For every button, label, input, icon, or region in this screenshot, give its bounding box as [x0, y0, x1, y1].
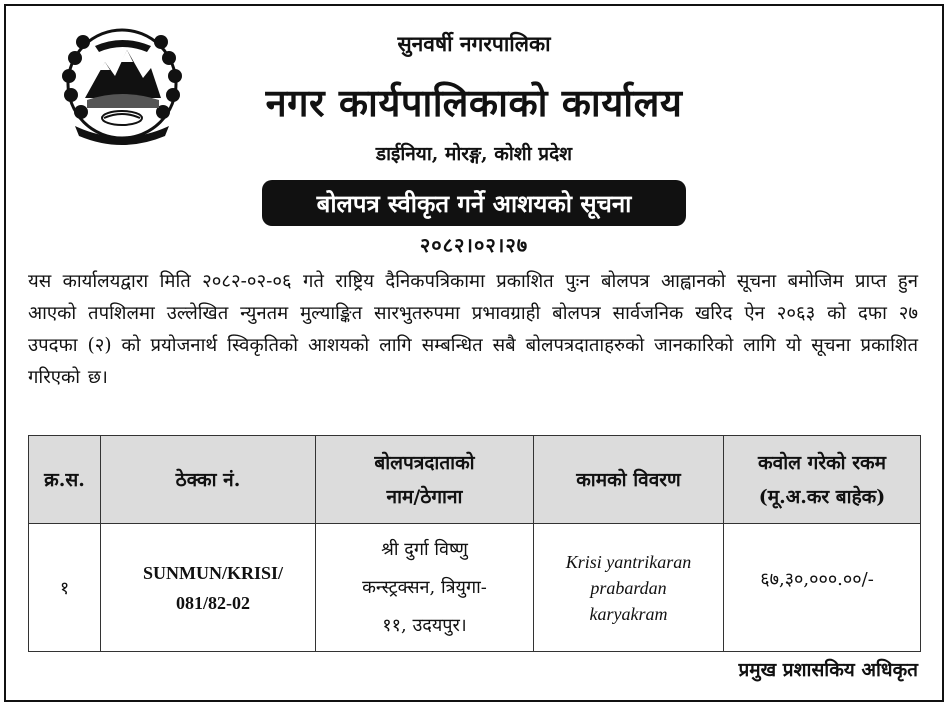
cell-bidder	[316, 524, 534, 652]
header-bidder-line1: बोलपत्रदाताको	[374, 451, 475, 474]
notice-heading: बोलपत्र स्वीकृत गर्ने आशयको सूचना	[316, 188, 632, 218]
header-amount-line1: कवोल गरेको रकम	[758, 451, 886, 474]
header-amount	[724, 436, 921, 524]
cell-work	[534, 524, 724, 652]
cell-bidder-line2: कन्स्ट्रक्सन, त्रियुगा-	[362, 576, 487, 598]
cell-bidder-line1: श्री दुर्गा विष्णु	[381, 538, 468, 560]
header-bidder	[316, 436, 534, 524]
office-name: सुनवर्षी नगरपालिका	[397, 31, 551, 56]
bid-table	[28, 435, 921, 652]
cell-contract-line2: 081/82-02	[176, 592, 250, 613]
table-row	[29, 524, 921, 652]
office-address: डाईनिया, मोरङ्ग, कोशी प्रदेश	[375, 143, 573, 165]
cell-amount: ६७,३०,०००.००/-	[724, 524, 921, 652]
cell-work-line1: Krisi yantrikaran	[565, 551, 692, 572]
table-header-row	[29, 436, 921, 524]
header-work: कामको विवरण	[534, 436, 724, 524]
notice-heading-banner	[262, 180, 686, 226]
cell-contract-line1: SUNMUN/KRISI/	[142, 562, 284, 583]
office-title: नगर कार्यपालिकाको कार्यालय	[265, 80, 683, 125]
cell-sn: १	[29, 524, 101, 652]
notice-body: यस कार्यालयद्वारा मिति २०८२-०२-०६ गते राष्ट्रिय दैनिकपत्रिकामा प्रकाशित पुःन बोलपत्र आह्वानको सूचना बमोजिम प्राप्त हुन आएको तपशिलमा उल्लेखित न्युनतम मुल्याङ्कित सारभुतरुपमा प्रभावग्राही बोलपत्र सार्वजनिक खरिद ऐन २०६३ को दफा २७ उपदफा (२) को प्रयोजनार्थ स्विकृतिको आशयको लागि सम्बन्धित सबै बोलपत्रदाताहरुको जानकारिको लागि यो सूचना प्रकाशित गरिएको छ।	[28, 271, 918, 388]
cell-bidder-line3: ११, उदयपुर।	[382, 614, 467, 636]
cell-work-line2: prabardan	[590, 577, 667, 598]
header-sn: क्र.स.	[29, 436, 101, 524]
header-bidder-line2: नाम/ठेगाना	[386, 485, 463, 508]
header-amount-line2: (मू.अ.कर बाहेक)	[758, 485, 886, 508]
notice-date: २०८२।०२।२७	[419, 233, 529, 257]
header-contract-no: ठेक्का नं.	[101, 436, 316, 524]
signatory: प्रमुख प्रशासकिय अधिकृत	[738, 659, 918, 681]
cell-work-line3: karyakram	[589, 603, 668, 624]
cell-contract-no	[101, 524, 316, 652]
